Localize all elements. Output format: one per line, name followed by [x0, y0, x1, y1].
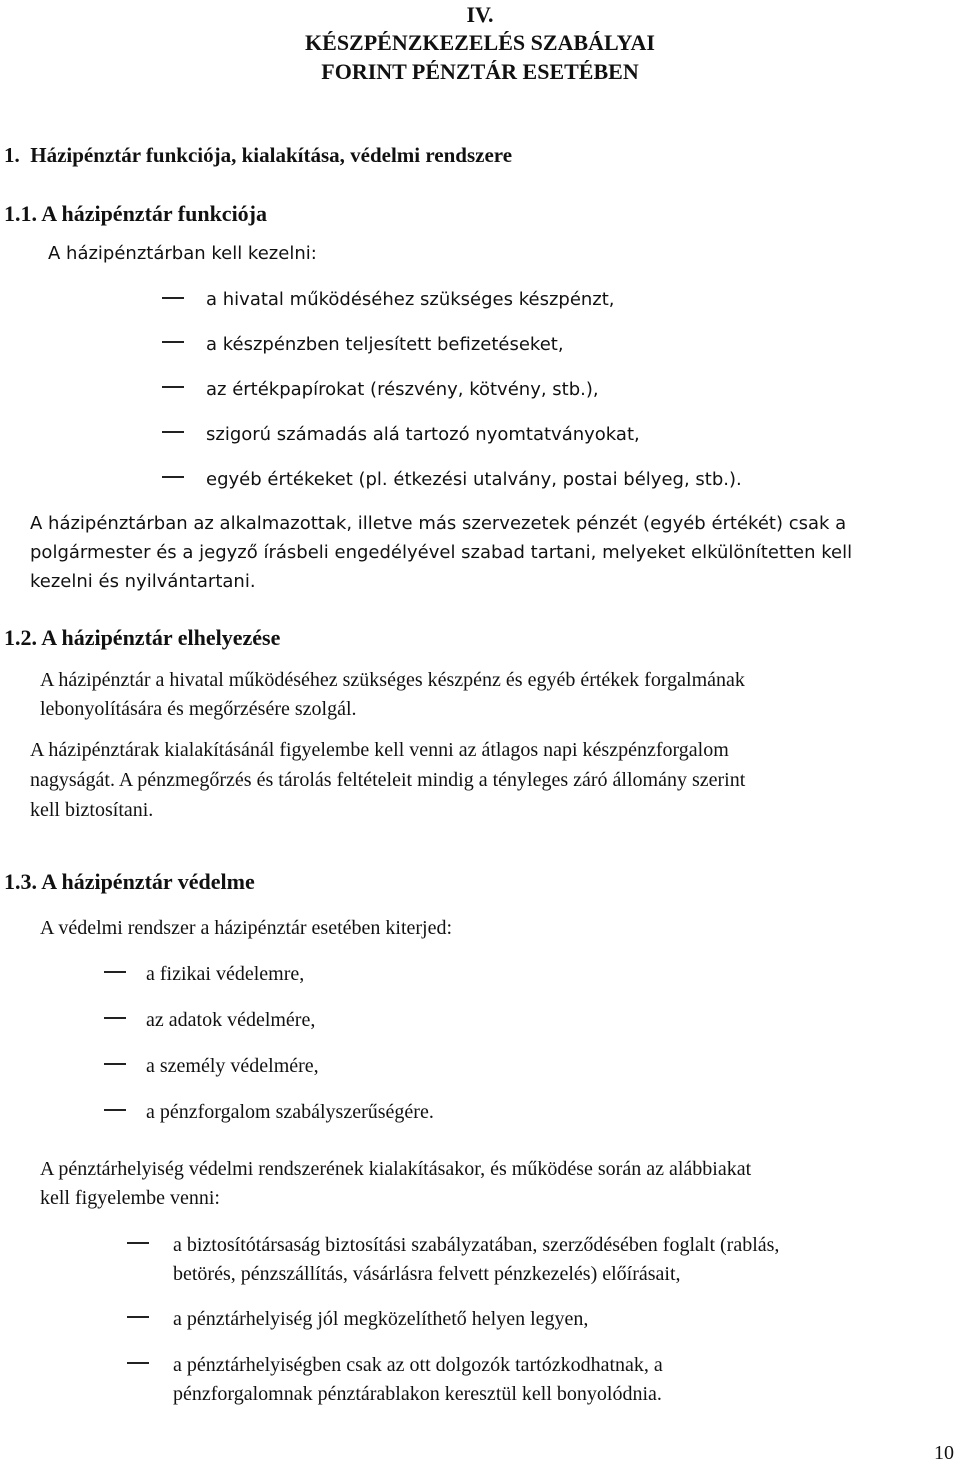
- section-1-3-intro: A védelmi rendszer a házipénztár esetében kiterjed:: [40, 917, 453, 939]
- dash-icon: [127, 1362, 149, 1364]
- paragraph-line: lebonyolítására és megőrzésére szolgál.: [40, 698, 357, 720]
- list-item: betörés, pénzszállítás, vásárlásra felvett pénzkezelés) előírásait,: [173, 1263, 681, 1285]
- dash-icon: [162, 386, 184, 388]
- section-1-heading: 1. Házipénztár funkciója, kialakítása, védelmi rendszere: [4, 143, 513, 167]
- section-1-3-heading: 1.3. A házipénztár védelme: [4, 869, 255, 894]
- dash-icon: [162, 297, 184, 299]
- list-item: az értékpapírokat (részvény, kötvény, stb.),: [206, 379, 599, 400]
- list-item: a pénztárhelyiség jól megközelíthető helyen legyen,: [173, 1308, 589, 1330]
- list-item: pénzforgalomnak pénztárablakon keresztül kell bonyolódnia.: [173, 1383, 662, 1405]
- chapter-number: IV.: [466, 2, 494, 27]
- page-number: 10: [934, 1442, 954, 1464]
- chapter-title-line2: FORINT PÉNZTÁR ESETÉBEN: [321, 59, 639, 84]
- dash-icon: [127, 1242, 149, 1244]
- chapter-title-line1: KÉSZPÉNZKEZELÉS SZABÁLYAI: [305, 30, 655, 55]
- dash-icon: [104, 1063, 126, 1065]
- paragraph-line: A házipénztárban az alkalmazottak, illetve más szervezetek pénzét (egyéb értékét) csak a: [30, 513, 847, 534]
- section-1-2-heading: 1.2. A házipénztár elhelyezése: [4, 625, 281, 650]
- list-item: a fizikai védelemre,: [146, 963, 305, 985]
- list-item: a hivatal működéséhez szükséges készpénzt,: [206, 289, 615, 310]
- dash-icon: [162, 431, 184, 433]
- paragraph-line: kell biztosítani.: [30, 799, 154, 821]
- paragraph-line: A házipénztár a hivatal működéséhez szükséges készpénz és egyéb értékek forgalmának: [40, 669, 745, 691]
- dash-icon: [104, 1017, 126, 1019]
- dash-icon: [104, 971, 126, 973]
- paragraph-line: polgármester és a jegyző írásbeli engedélyével szabad tartani, melyeket elkülönítetten kell: [30, 542, 853, 563]
- dash-icon: [162, 341, 184, 343]
- paragraph-line: A pénztárhelyiség védelmi rendszerének kialakításakor, és működése során az alábbiakat: [40, 1158, 752, 1180]
- list-item: a készpénzben teljesített befizetéseket,: [206, 334, 564, 355]
- list-item: szigorú számadás alá tartozó nyomtatványokat,: [206, 424, 640, 445]
- paragraph-line: A házipénztárak kialakításánál figyelembe kell venni az átlagos napi készpénzforgalom: [30, 739, 729, 761]
- section-1-1-intro: A házipénztárban kell kezelni:: [48, 243, 317, 264]
- dash-icon: [127, 1316, 149, 1318]
- dash-icon: [162, 476, 184, 478]
- list-item: a biztosítótársaság biztosítási szabályzatában, szerződésében foglalt (rablás,: [173, 1234, 780, 1256]
- section-1-1-heading: 1.1. A házipénztár funkciója: [4, 201, 268, 226]
- paragraph-line: kezelni és nyilvántartani.: [30, 571, 256, 592]
- paragraph-line: kell figyelembe venni:: [40, 1187, 220, 1209]
- list-item: a pénztárhelyiségben csak az ott dolgozók tartózkodhatnak, a: [173, 1354, 663, 1376]
- dash-icon: [104, 1109, 126, 1111]
- list-item: egyéb értékeket (pl. étkezési utalvány, postai bélyeg, stb.).: [206, 469, 742, 490]
- list-item: a személy védelmére,: [146, 1055, 319, 1077]
- list-item: az adatok védelmére,: [146, 1009, 316, 1031]
- paragraph-line: nagyságát. A pénzmegőrzés és tárolás feltételeit mindig a tényleges záró állomány szerint: [30, 769, 746, 791]
- list-item: a pénzforgalom szabályszerűségére.: [146, 1101, 434, 1123]
